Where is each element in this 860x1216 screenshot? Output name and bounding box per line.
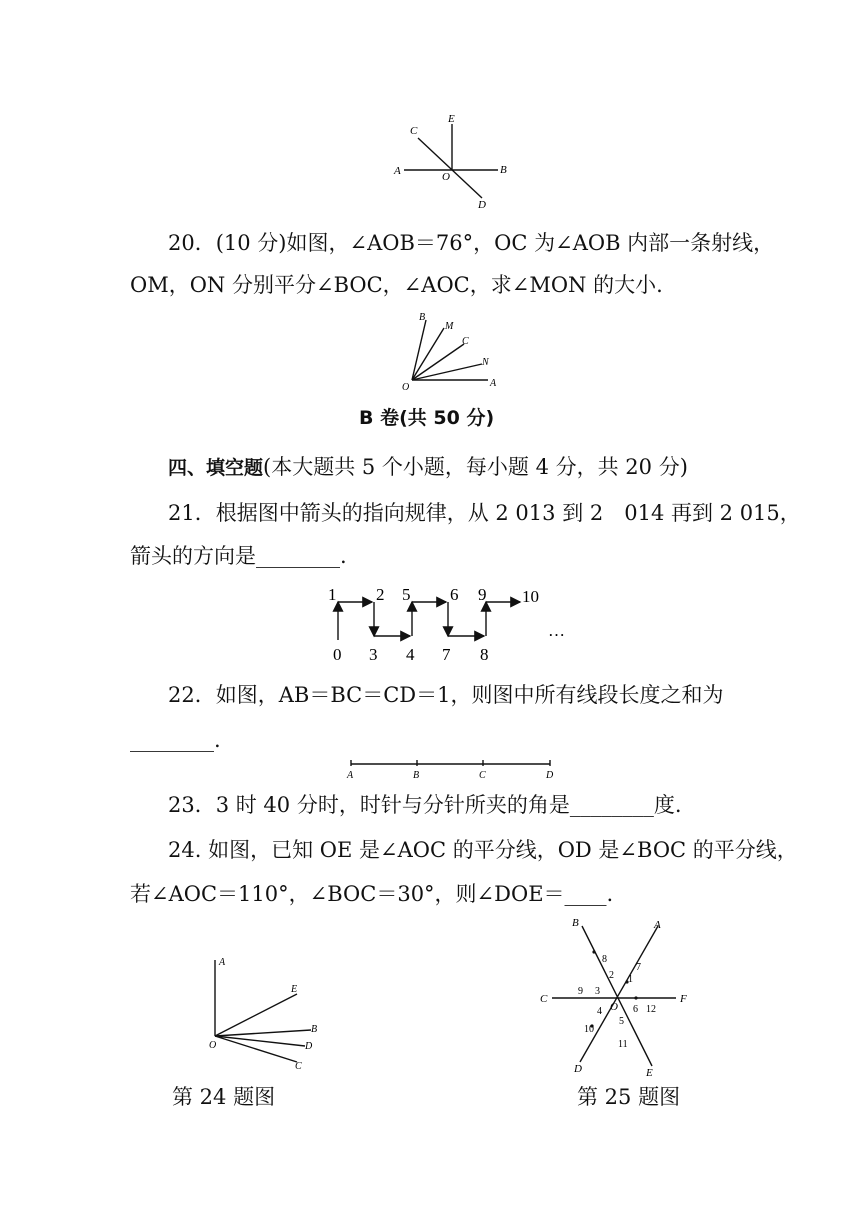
label-A: A	[347, 770, 354, 781]
label-B: B	[413, 770, 420, 781]
num-7: 7	[442, 645, 451, 664]
q20-line1: 20．(10 分)如图，∠AOB＝76°，OC 为∠AOB 内部一条射线，	[168, 231, 775, 255]
q20-line2: OM，ON 分别平分∠BOC，∠AOC，求∠MON 的大小.	[130, 273, 663, 297]
label-C: C	[295, 1061, 302, 1072]
q21-line2: 箭头的方向是________.	[130, 544, 347, 568]
label-C: C	[479, 770, 486, 781]
figure-q24	[205, 952, 335, 1076]
label-O: O	[610, 1001, 618, 1013]
label-C: C	[410, 125, 418, 137]
caption-q24: 第 24 题图	[172, 1085, 276, 1109]
angle-4: 4	[597, 1006, 602, 1017]
q24-line2: 若∠AOC＝110°，∠BOC＝30°，则∠DOE＝____.	[130, 882, 614, 906]
num-6: 6	[450, 585, 459, 604]
label-E: E	[291, 984, 298, 995]
label-A: A	[654, 919, 661, 931]
num-10: 10	[522, 587, 539, 606]
figure-q25	[530, 912, 700, 1079]
section4-note: (本大题共 5 个小题，每小题 4 分，共 20 分)	[263, 455, 688, 479]
label-A: A	[219, 957, 226, 968]
label-D: D	[305, 1041, 313, 1052]
label-D: D	[574, 1063, 582, 1075]
section4-header	[168, 455, 688, 480]
num-1: 1	[328, 585, 337, 604]
num-9: 9	[478, 585, 487, 604]
figure-q20	[398, 310, 508, 392]
num-5: 5	[402, 585, 411, 604]
label-C: C	[540, 993, 548, 1005]
num-4: 4	[406, 645, 415, 664]
q22-line1: 22．如图，AB＝BC＝CD＝1，则图中所有线段长度之和为	[168, 683, 724, 707]
label-B: B	[311, 1024, 318, 1035]
num-0: 0	[333, 645, 342, 664]
label-O: O	[402, 382, 410, 393]
q23-line1: 23．3 时 40 分时，时针与分针所夹的角是________度.	[168, 793, 682, 817]
label-N: N	[482, 357, 489, 368]
num-2: 2	[376, 585, 385, 604]
figure-q22	[344, 758, 564, 784]
num-3: 3	[369, 645, 378, 664]
q22-line2: ________.	[130, 728, 221, 752]
angle-11: 11	[618, 1039, 628, 1050]
label-C: C	[462, 336, 469, 347]
label-O: O	[209, 1040, 217, 1051]
angle-7: 7	[636, 962, 641, 973]
label-B: B	[500, 164, 507, 176]
label-E: E	[448, 113, 455, 125]
angle-8: 8	[602, 954, 607, 965]
angle-2: 2	[609, 970, 614, 981]
label-A: A	[490, 378, 497, 389]
q21-line1: 21．根据图中箭头的指向规律，从 2 013 到 2 014 再到 2 015，	[168, 501, 801, 525]
label-D: D	[478, 199, 486, 211]
label-O: O	[442, 171, 450, 183]
angle-10: 10	[584, 1024, 594, 1035]
label-B: B	[572, 917, 579, 929]
figure-q21	[326, 584, 576, 664]
label-M: M	[445, 321, 454, 332]
angle-9: 9	[578, 986, 583, 997]
angle-12: 12	[646, 1004, 656, 1015]
q24-line1: 24. 如图，已知 OE 是∠AOC 的平分线，OD 是∠BOC 的平分线，	[168, 838, 798, 862]
angle-6: 6	[633, 1004, 638, 1015]
angle-3: 3	[595, 986, 600, 997]
ellipsis: …	[548, 621, 565, 640]
caption-q25: 第 25 题图	[577, 1085, 681, 1109]
label-A: A	[394, 165, 401, 177]
label-B: B	[419, 312, 426, 323]
figure-q19	[390, 110, 520, 210]
num-8: 8	[480, 645, 489, 664]
section-b-title: B 卷(共 50 分)	[359, 407, 495, 429]
label-D: D	[546, 770, 554, 781]
label-E: E	[646, 1067, 653, 1079]
label-F: F	[680, 993, 687, 1005]
angle-5: 5	[619, 1016, 624, 1027]
angle-1: 1	[628, 974, 633, 985]
section4-heading: 四、填空题	[168, 457, 264, 479]
